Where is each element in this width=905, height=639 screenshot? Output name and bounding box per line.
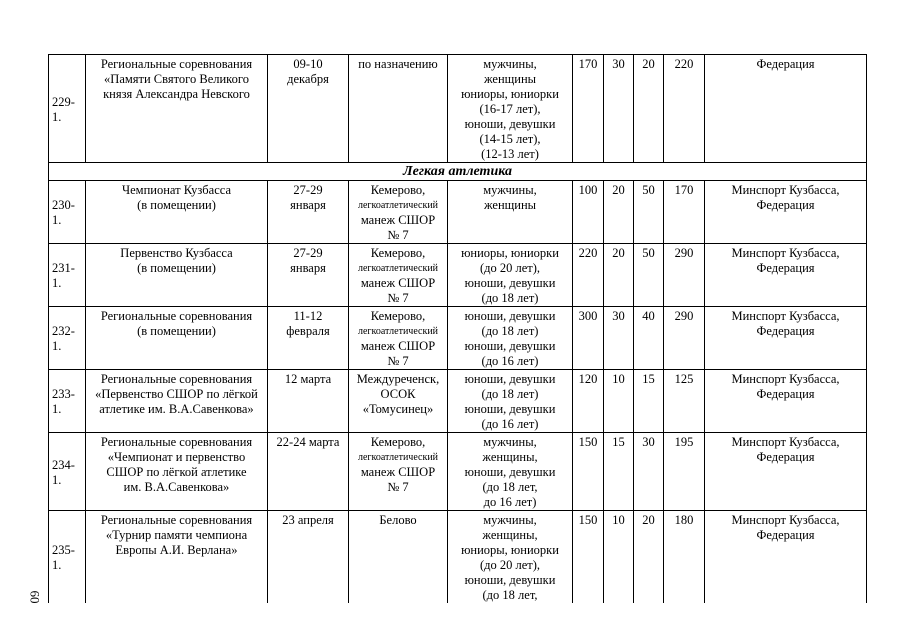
competition-venue: Белово [349,511,448,604]
athletes-count: 300 [573,307,604,370]
organizer: Минспорт Кузбасса, Федерация [705,181,867,244]
competition-dates: 27-29 января [268,244,349,307]
table-row [49,511,867,604]
athletes-count: 150 [573,433,604,511]
total-count: 125 [664,370,705,433]
officials-count: 40 [634,307,664,370]
table-row [49,433,867,511]
competition-dates: 23 апреля [268,511,349,604]
table-row [49,370,867,433]
officials-count: 20 [634,511,664,604]
row-number: 235-1. [49,511,86,604]
participants: мужчины, женщины [448,181,573,244]
total-count: 195 [664,433,705,511]
participants: юноши, девушки (до 18 лет) юноши, девушки (до 16 лет) [448,307,573,370]
organizer: Федерация [705,55,867,163]
competition-venue: Междуреченск, ОСОК «Томусинец» [349,370,448,433]
competition-name: Региональные соревнования «Турнир памяти чемпиона Европы А.И. Верлана» [86,511,268,604]
athletes-count: 170 [573,55,604,163]
participants: юниоры, юниорки (до 20 лет), юноши, девушки (до 18 лет) [448,244,573,307]
competition-name: Региональные соревнования (в помещении) [86,307,268,370]
participants: мужчины, женщины, юноши, девушки (до 18 лет, до 16 лет) [448,433,573,511]
row-number: 231-1. [49,244,86,307]
competition-schedule-table [48,54,867,603]
coaches-count: 15 [604,433,634,511]
organizer: Минспорт Кузбасса, Федерация [705,244,867,307]
row-number: 230-1. [49,181,86,244]
page-number: 60 [27,590,43,604]
competition-dates: 12 марта [268,370,349,433]
organizer: Минспорт Кузбасса, Федерация [705,370,867,433]
total-count: 290 [664,244,705,307]
coaches-count: 10 [604,370,634,433]
competition-dates: 22-24 марта [268,433,349,511]
table-row [49,307,867,370]
athletes-count: 150 [573,511,604,604]
competition-dates: 11-12 февраля [268,307,349,370]
athletes-count: 100 [573,181,604,244]
officials-count: 15 [634,370,664,433]
athletes-count: 120 [573,370,604,433]
competition-name: Региональные соревнования «Первенство СШОР по лёгкой атлетике им. В.А.Савенкова» [86,370,268,433]
competition-name: Региональные соревнования «Памяти Святого Великого князя Александра Невского [86,55,268,163]
competition-name: Первенство Кузбасса (в помещении) [86,244,268,307]
competition-venue: Кемерово, легкоатлетический манеж СШОР № 7 [349,433,448,511]
organizer: Минспорт Кузбасса, Федерация [705,307,867,370]
officials-count: 50 [634,244,664,307]
athletes-count: 220 [573,244,604,307]
row-number: 232-1. [49,307,86,370]
competition-venue: Кемерово, легкоатлетический манеж СШОР № 7 [349,244,448,307]
competition-venue: Кемерово, легкоатлетический манеж СШОР № 7 [349,181,448,244]
table-row [49,181,867,244]
competition-dates: 09-10 декабря [268,55,349,163]
organizer: Минспорт Кузбасса, Федерация [705,511,867,604]
coaches-count: 20 [604,244,634,307]
section-row [49,163,867,181]
table-body [49,55,867,604]
competition-dates: 27-29 января [268,181,349,244]
total-count: 170 [664,181,705,244]
officials-count: 30 [634,433,664,511]
coaches-count: 30 [604,307,634,370]
participants: мужчины, женщины юниоры, юниорки (16-17 лет), юноши, девушки (14-15 лет), (12-13 лет) [448,55,573,163]
table-row [49,244,867,307]
table-row [49,55,867,163]
coaches-count: 20 [604,181,634,244]
total-count: 180 [664,511,705,604]
participants: юноши, девушки (до 18 лет) юноши, девушки (до 16 лет) [448,370,573,433]
row-number: 229-1. [49,55,86,163]
participants: мужчины, женщины, юниоры, юниорки (до 20 лет), юноши, девушки (до 18 лет, [448,511,573,604]
section-title: Легкая атлетика [49,163,867,181]
total-count: 290 [664,307,705,370]
total-count: 220 [664,55,705,163]
officials-count: 50 [634,181,664,244]
organizer: Минспорт Кузбасса, Федерация [705,433,867,511]
competition-name: Чемпионат Кузбасса (в помещении) [86,181,268,244]
officials-count: 20 [634,55,664,163]
competition-venue: по назначению [349,55,448,163]
competition-venue: Кемерово, легкоатлетический манеж СШОР № 7 [349,307,448,370]
coaches-count: 10 [604,511,634,604]
row-number: 234-1. [49,433,86,511]
row-number: 233-1. [49,370,86,433]
coaches-count: 30 [604,55,634,163]
competition-name: Региональные соревнования «Чемпионат и первенство СШОР по лёгкой атлетике им. В.А.Савенкова» [86,433,268,511]
